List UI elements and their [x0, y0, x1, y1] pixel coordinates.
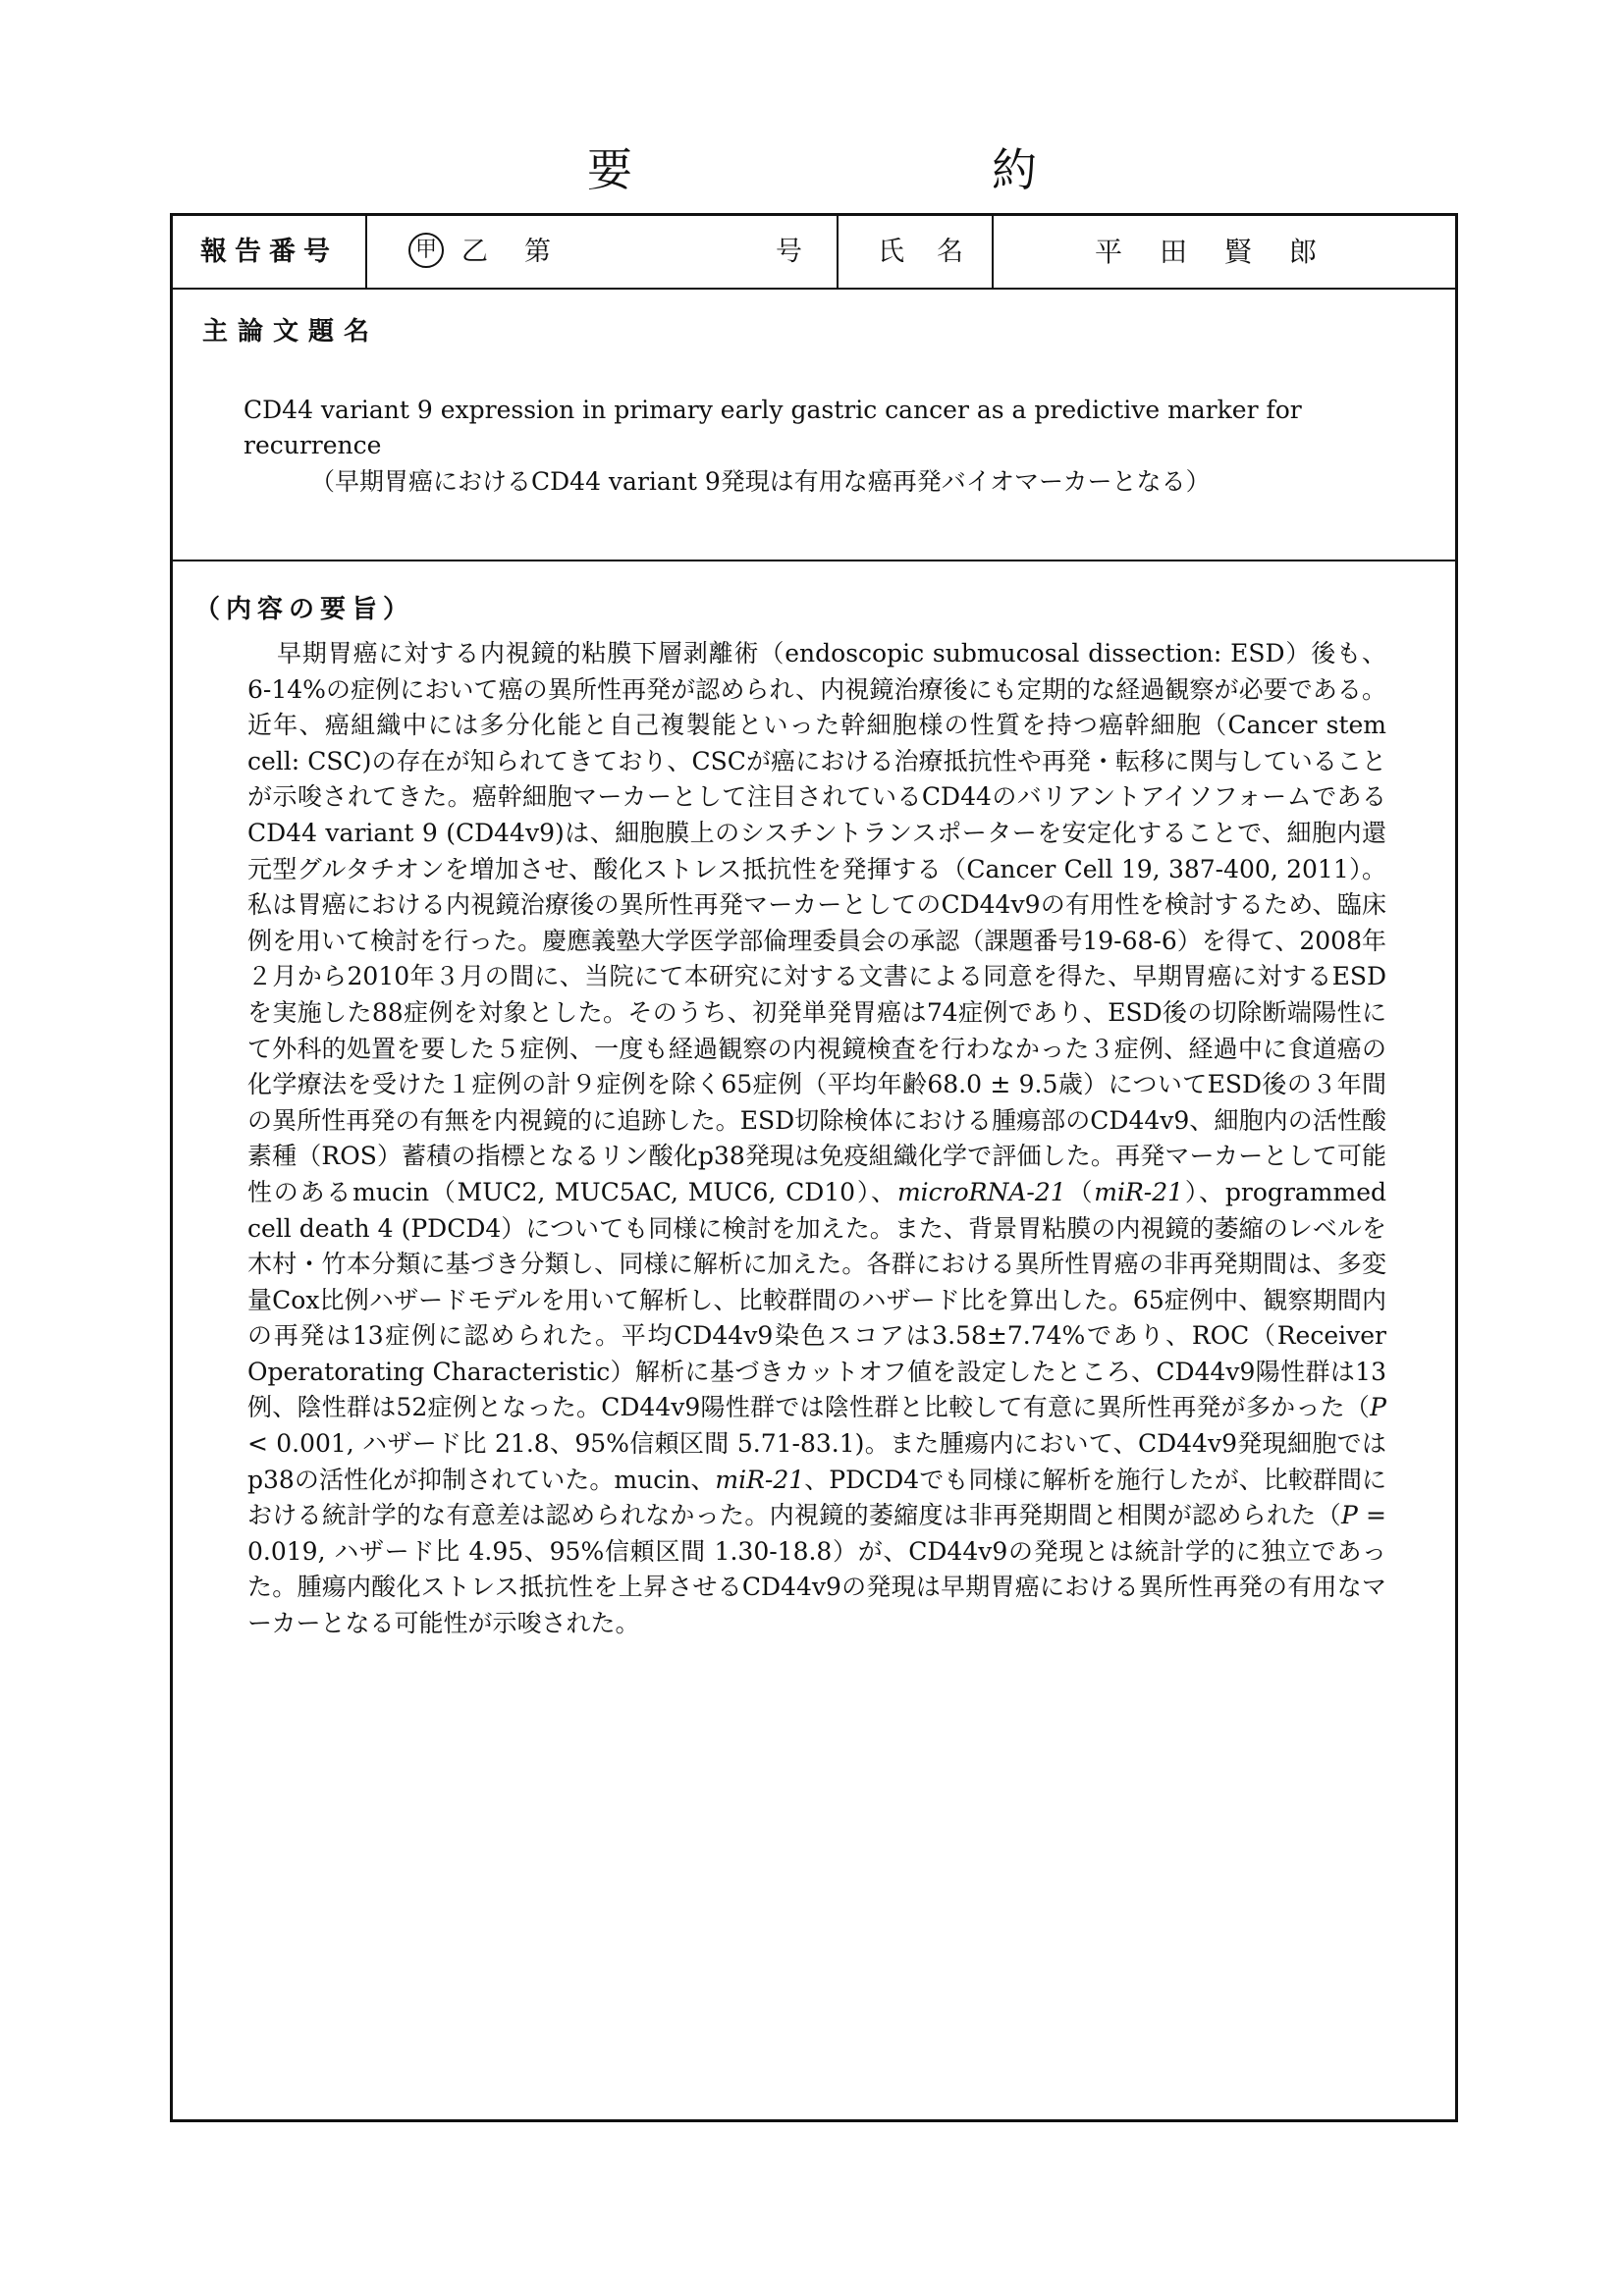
summary-label: （内容の要旨） [194, 595, 415, 624]
report-number-dai: 第 [524, 237, 551, 267]
page-title [0, 135, 1624, 204]
summary-text-1: 早期胃癌に対する内視鏡的粘膜下層剥離術（endoscopic submucosal dissection: ESD）後も、6-14%の症例において癌の異所性再発が認められ、内視鏡治療後にも定期的な経過観察が必要である。近年、癌組織中には多分化能と自己複製能といった幹細胞様の性質を持つ癌幹細胞（Cancer stem cell: CSC)の存在が知られてきており、CSCが癌における治療抵抗性や再発・転移に関与していることが示唆されてきた。癌幹細胞マーカーとして注目されているCD44のバリアントアイソフォームであるCD44 variant 9 (CD44v9)は、細胞膜上のシスチントランスポーターを安定化することで、細胞内還元型グルタチオンを増加させ、酸化ストレス抵抗性を発揮する（Cancer Cell 19, 387-400, 2011）。私は胃癌における内視鏡治療後の異所性再発マーカーとしてのCD44v9の有用性を検討するため、臨床例を用いて検討を行った。慶應義塾大学医学部倫理委員会の承認（課題番号19-68-6）を得て、2008年２月から2010年３月の間に、当院にて本研究に対する文書による同意を得た、早期胃癌に対するESDを実施した88症例を対象とした。そのうち、初発単発胃癌は74症例であり、ESD後の切除断端陽性にて外科的処置を要した５症例、一度も経過観察の内視鏡検査を行わなかった３症例、経過中に食道癌の化学療法を受けた１症例の計９症例を除く65症例（平均年齢68.0 ± 9.5歳）についてESD後の３年間の異所性再発の有無を内視鏡的に追跡した。ESD切除検体における腫瘍部のCD44v9、細胞内の活性酸素種（ROS）蓄積の指標となるリン酸化p38発現は免疫組織化学で評価した。再発マーカーとして可能性のあるmucin（MUC2, MUC5AC, MUC6, CD10）、 [247, 639, 1386, 1206]
summary-italic-p-value: P [1370, 1393, 1386, 1422]
page-title-left: 要 [587, 143, 632, 196]
summary-text-3: ）、programmed cell death 4 (PDCD4）についても同様に検討を加えた。また、背景胃粘膜の内視鏡的萎縮のレベルを木村・竹本分類に基づき分類し、同様に解析に加えた。各群における異所性胃癌の非再発期間は、多変量Cox比例ハザードモデルを用いて解析し、比較群間のハザード比を算出した。65症例中、観察期間内の再発は13症例に認められた。平均CD44v9染色スコアは3.58±7.74%であり、ROC（Receiver Operatorating Characteristic）解析に基づきカットオフ値を設定したところ、CD44v9陽性群は13例、陰性群は52症例となった。CD44v9陽性群では陰性群と比較して有意に異所性再発が多かった（ [247, 1177, 1387, 1422]
summary-italic-mir21-second: miR-21 [715, 1465, 805, 1494]
thesis-title-japanese: （早期胃癌におけるCD44 variant 9発現は有用な癌再発バイオマーカーとなる） [310, 467, 1211, 496]
summary-text-2: （ [1065, 1177, 1095, 1206]
author-name-label-2: 名 [937, 237, 963, 267]
thesis-title-section [173, 290, 1455, 561]
report-header-row [173, 216, 1455, 290]
summary-italic-mirna: microRNA-21 [896, 1177, 1066, 1206]
report-number-go: 号 [776, 237, 802, 267]
summary-text-5: 、PDCD4でも同様に解析を施行したが、比較群間における統計学的な有意差は認められなかった。内視鏡的萎縮度は非再発期間と相関が認められた（ [247, 1465, 1386, 1530]
report-number-otsu: 乙 [461, 237, 488, 267]
summary-text-4: < 0.001, ハザード比 21.8、95%信頼区間 5.71-83.1)。また腫瘍内において、CD44v9発現細胞ではp38の活性化が抑制されていた。mucin、 [247, 1429, 1386, 1494]
author-name: 平田賢郎 [1094, 236, 1354, 268]
thesis-title-english: CD44 variant 9 expression in primary early gastric cancer as a predictive marker for recurrence [244, 396, 1302, 459]
author-name-label-1: 氏 [878, 237, 904, 267]
report-number-label: 報告番号 [173, 216, 367, 288]
thesis-title-label: 主論文題名 [202, 317, 380, 347]
author-name-label [839, 216, 994, 288]
summary-section [173, 561, 1455, 2112]
abstract-form [170, 213, 1458, 2122]
circled-kou-mark: 甲 [408, 233, 444, 268]
summary-text-6: = 0.019, ハザード比 4.95、95%信頼区間 1.30-18.8）が、CD44v9の発現とは統計学的に独立であった。腫瘍内酸化ストレス抵抗性を上昇させるCD44v9の発現は早期胃癌における異所性再発の有用なマーカーとなる可能性が示唆された。 [247, 1501, 1386, 1638]
report-number-field [367, 216, 839, 288]
page-title-right: 約 [992, 143, 1037, 196]
summary-italic-mir21: miR-21 [1094, 1177, 1184, 1206]
summary-italic-p-value-second: P [1340, 1501, 1358, 1530]
summary-body [247, 636, 1386, 1642]
